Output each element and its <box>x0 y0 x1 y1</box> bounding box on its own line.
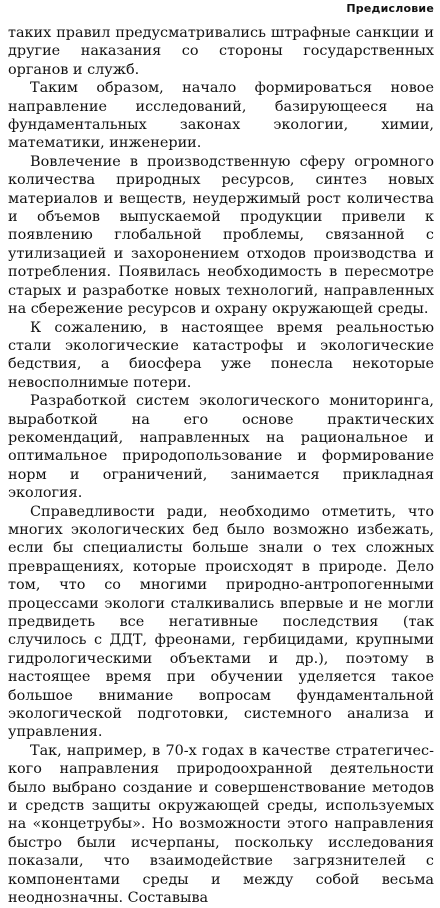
paragraph: Разработкой систем экологического мониторинга, выработкой на его основе практических рекомендаций, направленных на рациональное и оптимальное природопользование и формирование норм и ограничений, занимается прикладная экология. <box>8 393 434 502</box>
paragraph: Справедливости ради, необходимо отметить, что многих экологических бед было возможно избежать, если бы специалисты больше знали о тех сложных превращениях, которые происходят в природе. Дело том, что со многими природно-антропогенными процессами экологи сталкивались впервые и не могли предвидеть все негативные последствия (так случилось с ДДТ, фреонами, гербицидами, крупными гидрологическими объектами и др.), поэтому в настоящее время при обучении уделяется такое большое внимание вопросам фундаментальной экологической подготовки, системного анализа и управления. <box>8 503 434 741</box>
paragraph: К сожалению, в настоящее время реальностью стали экологические катастрофы и экологические бедствия, а биосфера уже понесла некоторые невосполнимые потери. <box>8 319 434 391</box>
paragraph: Вовлечение в производственную сферу огромного количества природных ресурсов, синтез новых материалов и веществ, неудержимый рост количества и объемов выпускаемой продукции привели к появлению глобальной проблемы, связанной с утилизацией и захоронением отходов производства и потребления. Появилась необходимость в пересмотре старых и разработке новых технологий, направленных на сбережение ресурсов и охрану окружающей среды. <box>8 153 434 318</box>
paragraph: Так, например, в 70-х годах в качестве стратегического направления природоохранной деятельности было выбрано создание и совершенствование методов и средств защиты окружающей среды, используемых на «концетрубы». Но возможности этого направления быстро были исчерпаны, поскольку исследования показали, что взаимодействие загрязнителей с компонентами среды и между собой весьма неоднозначны. Составыва <box>8 742 434 907</box>
paragraph: Таким образом, начало формироваться новое направление исследований, базирующееся на фундаментальных законах экологии, химии, математики, инженерии. <box>8 80 434 152</box>
running-head: Предисловие <box>346 2 434 15</box>
body-text <box>8 24 434 908</box>
paragraph-continuation: таких правил предусматривались штрафные санкции и другие наказания со стороны государственных органов и служб. <box>8 25 434 78</box>
